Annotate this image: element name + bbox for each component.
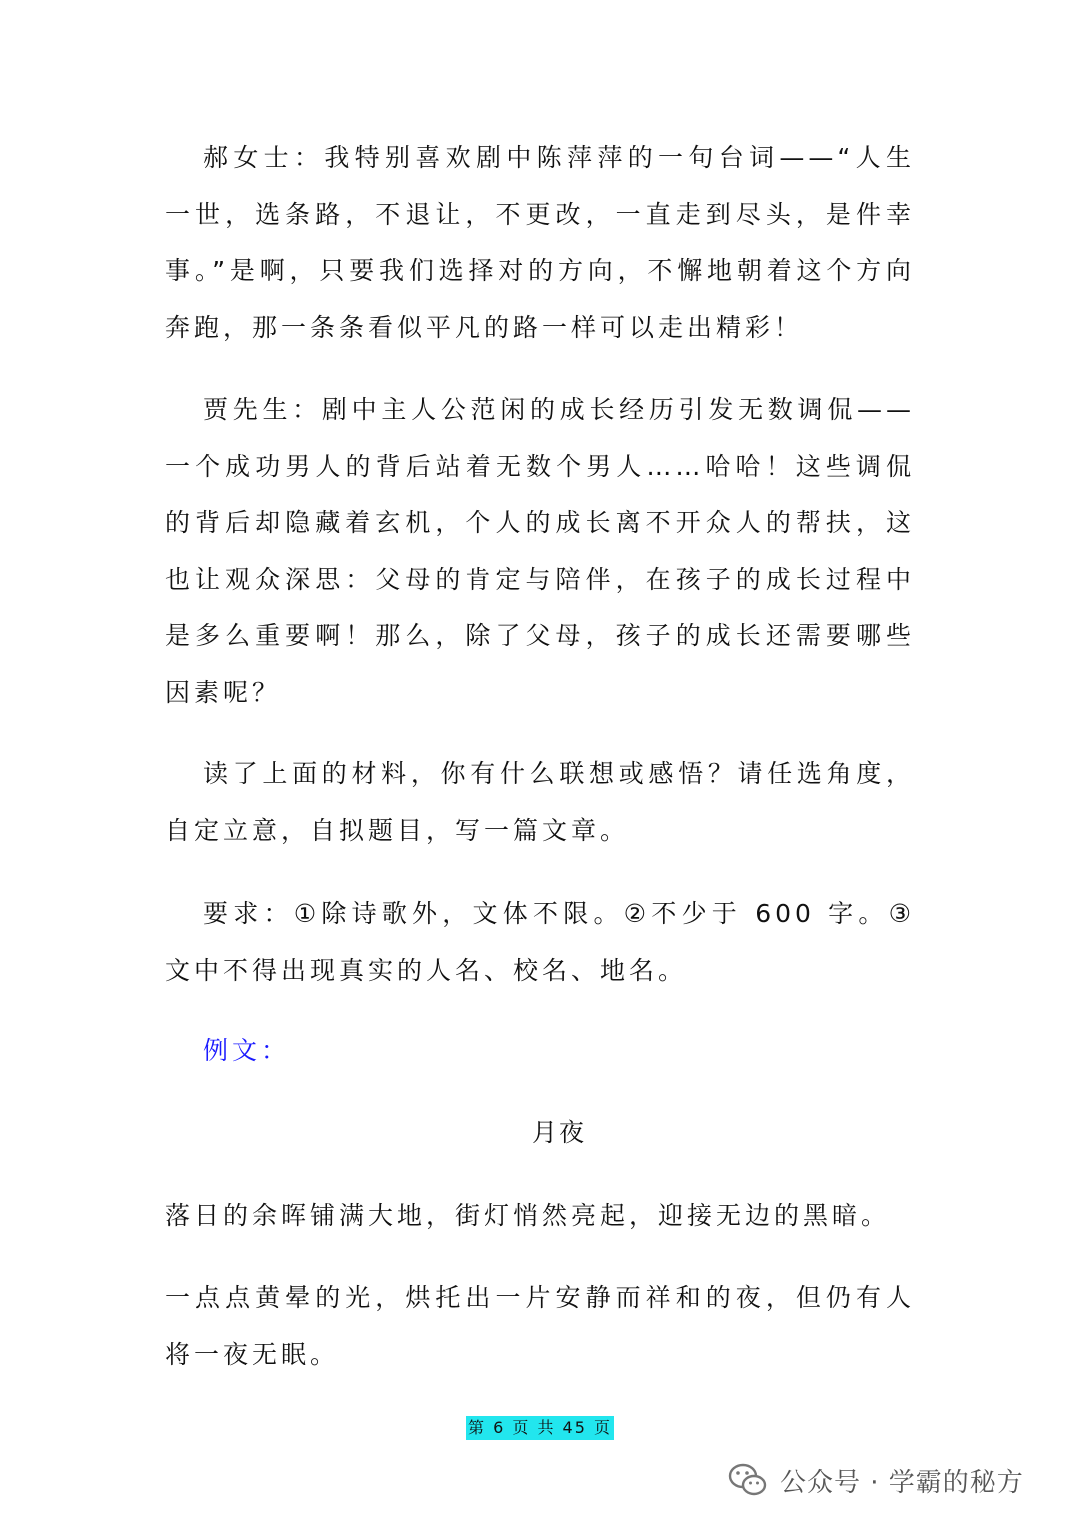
- essay-line-2: 一点点黄晕的光，烘托出一片安静而祥和的夜，但仍有人将一夜无眠。: [165, 1283, 915, 1369]
- paragraph-hao: 郝女士：我特别喜欢剧中陈萍萍的一句台词——“人生一世，选条路，不退让，不更改，一直走到尽头，是件幸事。”是啊，只要我们选择对的方向，不懈地朝着这个方向奔跑，那一条条看似平凡的路一样可以走出精彩！: [165, 143, 915, 342]
- example-label: 例文：: [203, 1036, 291, 1065]
- paragraph-jia: 贾先生：剧中主人公范闲的成长经历引发无数调侃——一个成功男人的背后站着无数个男人……哈哈！这些调侃的背后却隐藏着玄机，个人的成长离不开众人的帮扶，这也让观众深思：父母的肯定与陪伴，在孩子的成长过程中是多么重要啊！那么，除了父母，孩子的成长还需要哪些因素呢？: [165, 395, 915, 707]
- paragraph-requirements: 要求：①除诗歌外，文体不限。②不少于 600 字。③文中不得出现真实的人名、校名、地名。: [165, 899, 915, 985]
- essay-title: 月夜: [531, 1118, 586, 1147]
- essay-line-1: 落日的余晖铺满大地，街灯悄然亮起，迎接无边的黑暗。: [165, 1201, 891, 1230]
- wechat-icon: [726, 1458, 770, 1502]
- page-number-footer: 第 6 页 共 45 页: [466, 1416, 614, 1440]
- watermark-text: 公众号 · 学霸的秘方: [780, 1467, 1024, 1498]
- watermark: [726, 1458, 1024, 1502]
- paragraph-prompt: 读了上面的材料，你有什么联想或感悟？请任选角度，自定立意，自拟题目，写一篇文章。: [165, 759, 915, 845]
